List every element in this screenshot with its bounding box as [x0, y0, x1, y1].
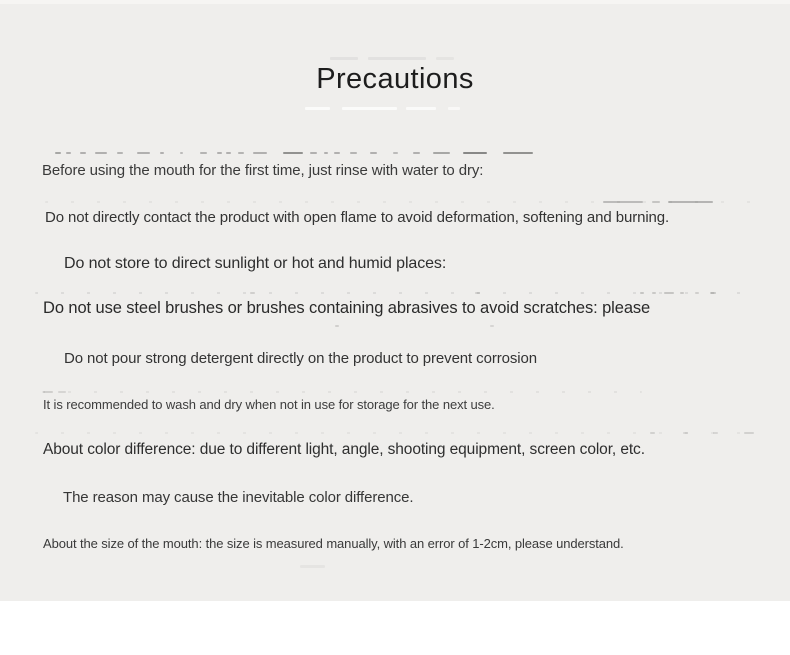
precaution-line-sunlight-storage: Do not store to direct sunlight or hot and humid places:	[64, 255, 447, 272]
precaution-line-wash-and-dry: It is recommended to wash and dry when not in use for storage for the next use.	[43, 397, 495, 412]
precaution-line-open-flame: Do not directly contact the product with open flame to avoid deformation, softening and burning.	[45, 209, 670, 226]
precaution-line-size-measurement: About the size of the mouth: the size is measured manually, with an error of 1-2cm, please understand.	[43, 536, 624, 551]
bottom-margin	[0, 601, 790, 655]
precaution-line-inevitable-color: The reason may cause the inevitable color difference.	[63, 489, 414, 506]
precaution-line-steel-brushes: Do not use steel brushes or brushes containing abrasives to avoid scratches: please	[43, 299, 651, 317]
precaution-line-rinse-before-use: Before using the mouth for the first time, just rinse with water to dry:	[42, 162, 484, 179]
top-strip	[0, 0, 790, 4]
precaution-line-strong-detergent: Do not pour strong detergent directly on the product to prevent corrosion	[64, 350, 537, 367]
precaution-line-color-difference: About color difference: due to different light, angle, shooting equipment, screen color, etc.	[43, 441, 645, 458]
page-title: Precautions	[316, 63, 474, 95]
